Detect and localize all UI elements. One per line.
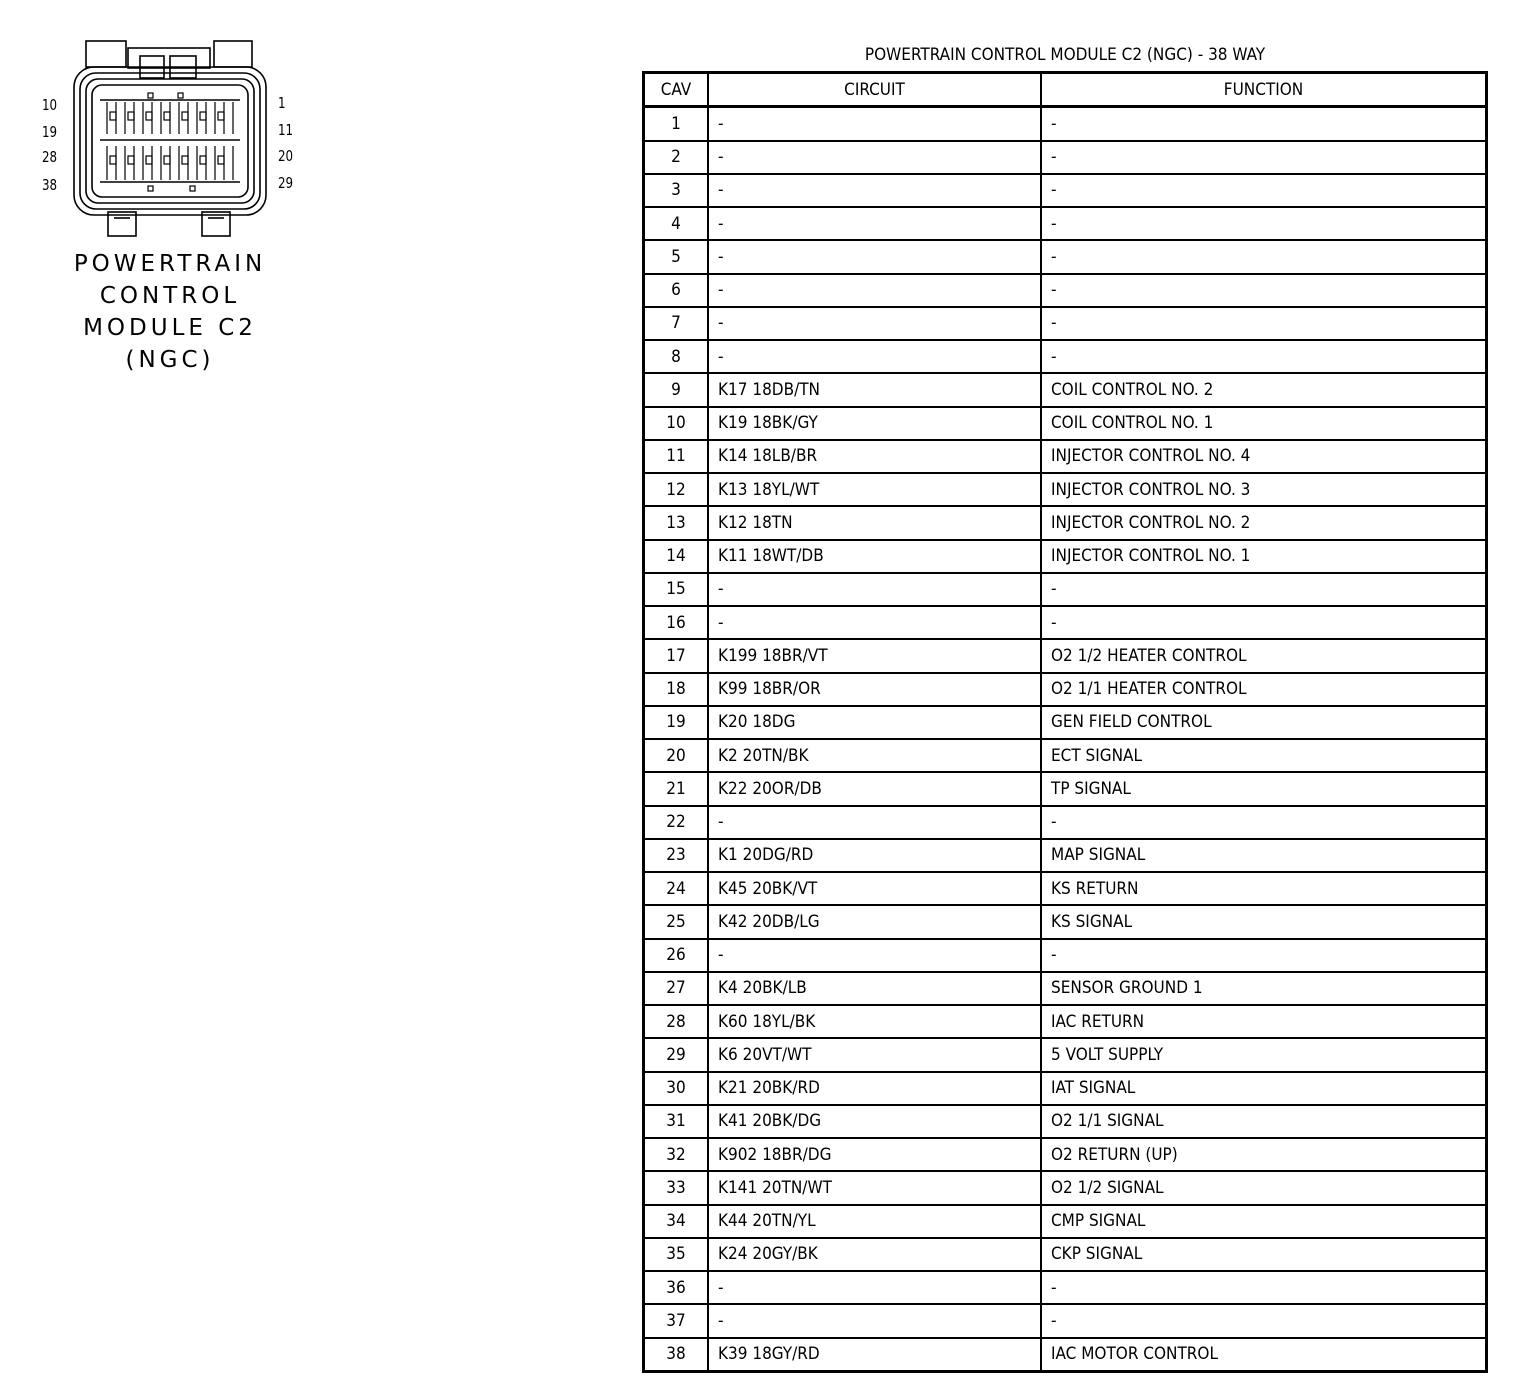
cell-cav: 20 [645,740,709,771]
cell-cav: 35 [645,1239,709,1270]
cell-circuit: - [709,607,1042,638]
cell-function: - [1051,113,1057,134]
cell-function: INJECTOR CONTROL NO. 2 [1051,512,1251,533]
cell-cav: 13 [645,507,709,538]
cell-function: - [1051,213,1057,234]
table-row [645,140,1485,173]
cell-cav: 24 [645,873,709,904]
pin-label-11: 11 [278,121,294,139]
cell-circuit: K99 18BR/OR [709,674,1042,705]
table-row [645,1204,1485,1237]
connector-drawing [30,30,310,240]
cell-function: IAT SIGNAL [1051,1078,1136,1099]
cell-function: O2 1/1 HEATER CONTROL [1051,679,1247,700]
cell-cav: 23 [645,840,709,871]
cell-circuit: - [709,208,1042,239]
connector-caption [70,248,270,376]
cell-function: IAC MOTOR CONTROL [1051,1344,1218,1365]
table-row [645,1071,1485,1104]
cell-cav: 31 [645,1106,709,1137]
pin-label-10: 10 [42,96,58,114]
table-row [645,173,1485,206]
cell-function: GEN FIELD CONTROL [1051,712,1212,733]
cell-function: - [1051,280,1057,301]
cell-circuit: K902 18BR/DG [709,1139,1042,1170]
cell-function: TP SIGNAL [1051,778,1131,799]
table-row [645,1237,1485,1270]
cell-cav: 11 [645,441,709,472]
cell-function: INJECTOR CONTROL NO. 3 [1051,479,1251,500]
cell-circuit: K2 20TN/BK [709,740,1042,771]
caption-line-3: MODULE C2 [83,315,257,341]
cell-circuit: K14 18LB/BR [709,441,1042,472]
cell-circuit: - [709,108,1042,139]
header-function: FUNCTION [1223,79,1304,100]
cell-circuit: K19 18BK/GY [709,408,1042,439]
cell-function: - [1051,1277,1057,1298]
table-row [645,406,1485,439]
cell-circuit: K42 20DB/LG [709,906,1042,937]
cell-circuit: K20 18DG [709,707,1042,738]
cell-cav: 22 [645,807,709,838]
caption-line-2: CONTROL [99,283,241,309]
cell-cav: 9 [645,374,709,405]
table-row [645,1303,1485,1336]
cell-function: O2 1/2 HEATER CONTROL [1051,645,1247,666]
cell-function: ECT SIGNAL [1051,745,1143,766]
table-row [645,1004,1485,1037]
cell-circuit: K41 20BK/DG [709,1106,1042,1137]
cell-function: O2 1/2 SIGNAL [1051,1177,1164,1198]
cell-function: COIL CONTROL NO. 2 [1051,379,1214,400]
table-row [645,1104,1485,1137]
cell-circuit: K60 18YL/BK [709,1006,1042,1037]
cell-function: KS SIGNAL [1051,911,1133,932]
table-row [645,106,1485,139]
table-title: POWERTRAIN CONTROL MODULE C2 (NGC) - 38 WAY [864,45,1266,65]
cell-function: CMP SIGNAL [1051,1211,1146,1232]
table-row [645,372,1485,405]
pinout-table [642,71,1488,1373]
cell-circuit: - [709,142,1042,173]
table-row [645,505,1485,538]
table-row [645,206,1485,239]
cell-circuit: K13 18YL/WT [709,474,1042,505]
table-row [645,605,1485,638]
cell-cav: 2 [645,142,709,173]
cell-circuit: K21 20BK/RD [709,1073,1042,1104]
cell-cav: 6 [645,275,709,306]
cell-cav: 10 [645,408,709,439]
table-row [645,1270,1485,1303]
table-row [645,306,1485,339]
cell-cav: 8 [645,341,709,372]
cell-circuit: - [709,341,1042,372]
cell-function: INJECTOR CONTROL NO. 4 [1051,446,1251,467]
table-row [645,971,1485,1004]
cell-cav: 14 [645,541,709,572]
cell-circuit: - [709,807,1042,838]
table-row [645,1037,1485,1070]
pin-label-28: 28 [42,148,58,166]
cell-cav: 38 [645,1339,709,1370]
cell-cav: 5 [645,241,709,272]
cell-function: - [1051,1310,1057,1331]
cell-cav: 32 [645,1139,709,1170]
table-header-row [645,74,1485,106]
cell-cav: 36 [645,1272,709,1303]
pin-label-29: 29 [278,174,294,192]
cell-circuit: K17 18DB/TN [709,374,1042,405]
caption-line-4: (NGC) [125,347,215,373]
pin-label-1: 1 [278,94,286,112]
cell-circuit: K1 20DG/RD [709,840,1042,871]
table-row [645,539,1485,572]
cell-function: - [1051,313,1057,334]
cell-circuit: K199 18BR/VT [709,640,1042,671]
table-row [645,904,1485,937]
pin-label-38: 38 [42,176,58,194]
cell-circuit: - [709,175,1042,206]
cell-circuit: - [709,1305,1042,1336]
cell-function: - [1051,346,1057,367]
cell-cav: 29 [645,1039,709,1070]
header-cav: CAV [645,74,709,105]
cell-circuit: K45 20BK/VT [709,873,1042,904]
table-row [645,805,1485,838]
table-row [645,273,1485,306]
cell-cav: 21 [645,773,709,804]
cell-cav: 16 [645,607,709,638]
table-row [645,938,1485,971]
cell-cav: 34 [645,1206,709,1237]
cell-circuit: K12 18TN [709,507,1042,538]
cell-circuit: K11 18WT/DB [709,541,1042,572]
cell-cav: 3 [645,175,709,206]
cell-function: KS RETURN [1051,878,1139,899]
cell-circuit: - [709,275,1042,306]
table-row [645,738,1485,771]
cell-function: O2 1/1 SIGNAL [1051,1111,1164,1132]
connector-figure [30,30,310,390]
cell-cav: 4 [645,208,709,239]
cell-circuit: - [709,308,1042,339]
pin-label-19: 19 [42,123,58,141]
cell-circuit: - [709,574,1042,605]
cell-function: SENSOR GROUND 1 [1051,978,1203,999]
table-row [645,472,1485,505]
table-row [645,339,1485,372]
cell-function: COIL CONTROL NO. 1 [1051,413,1214,434]
table-row [645,638,1485,671]
cell-function: O2 RETURN (UP) [1051,1144,1178,1165]
cell-function: - [1051,945,1057,966]
table-row [645,1170,1485,1203]
cell-cav: 30 [645,1073,709,1104]
table-row [645,771,1485,804]
cell-cav: 19 [645,707,709,738]
table-row [645,838,1485,871]
cell-function: INJECTOR CONTROL NO. 1 [1051,546,1251,567]
cell-cav: 26 [645,940,709,971]
cell-function: - [1051,246,1057,267]
cell-cav: 1 [645,108,709,139]
cell-function: - [1051,147,1057,168]
cell-cav: 18 [645,674,709,705]
cell-cav: 17 [645,640,709,671]
cell-circuit: K6 20VT/WT [709,1039,1042,1070]
cell-circuit: K141 20TN/WT [709,1172,1042,1203]
cell-circuit: K4 20BK/LB [709,973,1042,1004]
cell-function: - [1051,180,1057,201]
cell-function: - [1051,612,1057,633]
cell-circuit: K44 20TN/YL [709,1206,1042,1237]
cell-cav: 15 [645,574,709,605]
pin-label-20: 20 [278,147,294,165]
cell-circuit: K39 18GY/RD [709,1339,1042,1370]
table-row [645,871,1485,904]
cell-circuit: - [709,1272,1042,1303]
table-row [645,439,1485,472]
header-circuit: CIRCUIT [709,74,1042,105]
table-row [645,672,1485,705]
cell-cav: 27 [645,973,709,1004]
cell-function: IAC RETURN [1051,1011,1145,1032]
cell-function: - [1051,812,1057,833]
cell-function: MAP SIGNAL [1051,845,1146,866]
cell-cav: 12 [645,474,709,505]
cell-circuit: - [709,940,1042,971]
cell-cav: 37 [645,1305,709,1336]
caption-line-1: POWERTRAIN [73,251,267,277]
cell-circuit: - [709,241,1042,272]
table-row [645,1337,1485,1370]
table-row [645,572,1485,605]
cell-circuit: K24 20GY/BK [709,1239,1042,1270]
cell-circuit: K22 20OR/DB [709,773,1042,804]
cell-function: CKP SIGNAL [1051,1244,1143,1265]
cell-cav: 28 [645,1006,709,1037]
table-row [645,1137,1485,1170]
cell-cav: 33 [645,1172,709,1203]
table-row [645,705,1485,738]
cell-cav: 7 [645,308,709,339]
cell-function: 5 VOLT SUPPLY [1051,1044,1164,1065]
cell-cav: 25 [645,906,709,937]
table-row [645,239,1485,272]
cell-function: - [1051,579,1057,600]
